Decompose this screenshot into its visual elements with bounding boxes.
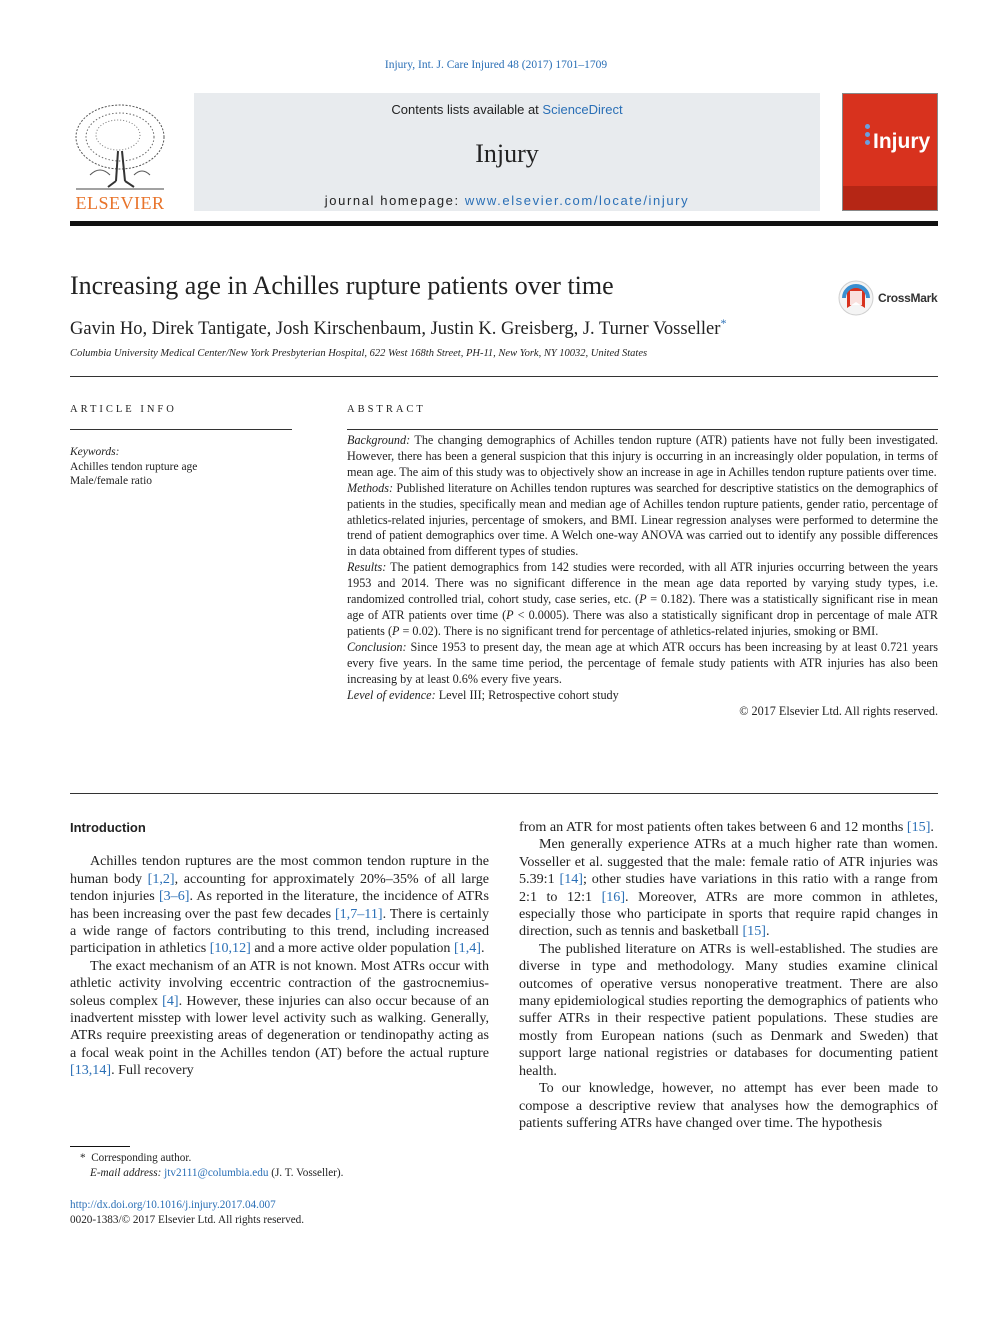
abstract-methods bbox=[347, 481, 938, 561]
body-column-right bbox=[519, 819, 938, 1132]
reference-link[interactable]: [16] bbox=[601, 888, 626, 905]
abstract-background bbox=[347, 433, 938, 481]
email-link[interactable]: jtv2111@columbia.edu bbox=[164, 1166, 269, 1179]
crossmark-button[interactable] bbox=[838, 280, 938, 318]
evidence-text: Level III; Retrospective cohort study bbox=[435, 687, 619, 702]
email-label: E-mail address: bbox=[90, 1166, 162, 1179]
article-title: Increasing age in Achilles rupture patients over time bbox=[70, 271, 614, 300]
title-rule bbox=[70, 376, 938, 377]
reference-link[interactable]: [13,14] bbox=[70, 1062, 112, 1079]
results-text: The patient demographics from 142 studies were recorded, with all ATR injuries occurring between the years 1953 and 2014. There was no significant difference in the mean age data reported by varying study types, i.e. randomized controlled trial, cohort study, case series, etc. ( bbox=[347, 560, 938, 607]
reference-link[interactable]: [1,2] bbox=[147, 870, 175, 887]
homepage-line bbox=[194, 193, 820, 208]
issn-line: 0020-1383/© 2017 Elsevier Ltd. All rights reserved. bbox=[70, 1213, 305, 1226]
homepage-prefix: journal homepage: bbox=[324, 193, 465, 208]
affiliation: Columbia University Medical Center/New York Presbyterian Hospital, 622 West 168th Street, PH-11, New York, NY 10032, United States bbox=[70, 348, 648, 359]
email-note bbox=[80, 1166, 343, 1181]
crossmark-icon bbox=[838, 280, 874, 316]
cover-title: Injury bbox=[873, 130, 931, 153]
crossmark-label: CrossMark bbox=[878, 291, 938, 305]
author-list bbox=[70, 316, 726, 340]
footnotes bbox=[80, 1151, 343, 1180]
abstract-heading: ABSTRACT bbox=[347, 404, 426, 415]
keyword-item: Achilles tendon rupture age bbox=[70, 460, 198, 473]
body-paragraph: The published literature on ATRs is well-established. The studies are diverse in type and methodology. Many studies examine clinical outcomes of operative versus nonoperative treatment. There are also many epidemiological studies reporting the demographics of patients who suffer ATRs in their respective patient populations. These studies are mostly from European nations (such as Denmark and Sweden) that support large national registries or databases for documenting patient health. bbox=[519, 940, 938, 1079]
reference-link[interactable]: [10,12] bbox=[209, 940, 251, 957]
abstract-bottom-rule bbox=[70, 793, 938, 794]
article-info-heading: ARTICLE INFO bbox=[70, 404, 177, 415]
reference-link[interactable]: [1,7–11] bbox=[334, 905, 383, 922]
methods-text: Published literature on Achilles tendon ruptures was searched for descriptive statistics on the demographics of patients in the studies, specifically mean and median age of Achilles tendon rupture patients, gender ratio, percentage of athletics-related injuries, percentage of smokers, and BMI. Linear regression analyses were performed to determine the trend of patient demographics over time. A Welch one-way ANOVA was carried out to identify any possible differences in data obtained from different types of studies. bbox=[347, 480, 938, 559]
reference-link[interactable]: [3–6] bbox=[158, 888, 190, 905]
conclusion-text: Since 1953 to present day, the mean age at which ATR occurs has been increasing by at least 0.721 years every five years. In the same time period, the percentage of female study patients with ATR injuries has also been increasing by at least 0.6% every five years. bbox=[347, 639, 938, 686]
p-symbol: P bbox=[506, 607, 514, 622]
keywords-label: Keywords: bbox=[70, 446, 120, 458]
doi-link[interactable]: http://dx.doi.org/10.1016/j.injury.2017.04.007 bbox=[70, 1199, 276, 1211]
body-paragraph: The exact mechanism of an ATR is not known. Most ATRs occur with athletic activity involving eccentric contraction of the gastrocnemius-soleus complex [4]. However, these injuries can also occur because of an inadvertent misstep with lower level activity such as walking. Generally, ATRs require preexisting areas of degeneration or tendinopathy acting as a focal weak point in the Achilles tendon (AT) before the actual rupture [13,14]. Full recovery bbox=[70, 957, 489, 1079]
abstract-results bbox=[347, 560, 938, 640]
keyword-item: Male/female ratio bbox=[70, 475, 153, 487]
reference-link[interactable]: [15] bbox=[742, 923, 766, 940]
footnote-star: * bbox=[80, 1152, 86, 1164]
abstract-copyright: © 2017 Elsevier Ltd. All rights reserved. bbox=[739, 704, 938, 719]
sciencedirect-link[interactable]: ScienceDirect bbox=[542, 102, 623, 117]
masthead-rule bbox=[70, 221, 938, 226]
article-info-rule bbox=[70, 429, 292, 430]
keywords-block bbox=[70, 445, 197, 489]
masthead bbox=[70, 93, 938, 225]
abstract-conclusion bbox=[347, 640, 938, 688]
journal-citation-link[interactable]: Injury, Int. J. Care Injured 48 (2017) 1701–1709 bbox=[384, 59, 608, 71]
contents-line bbox=[194, 102, 820, 117]
reference-link[interactable]: [14] bbox=[559, 871, 583, 888]
results-text: = 0.02). There is no significant trend for percentage of athletics-related injuries, smoking or BMI. bbox=[399, 623, 879, 638]
abstract-rule bbox=[347, 429, 938, 430]
cover-band bbox=[843, 186, 937, 211]
body-column-left bbox=[70, 819, 489, 1080]
body-paragraph-continued: from an ATR for most patients often takes between 6 and 12 months [15]. bbox=[519, 819, 934, 835]
p-symbol: P bbox=[392, 623, 400, 638]
elsevier-wordmark: ELSEVIER bbox=[75, 193, 165, 213]
reference-link[interactable]: [4] bbox=[162, 992, 179, 1009]
background-label: Background: bbox=[347, 433, 411, 447]
contents-prefix: Contents lists available at bbox=[391, 102, 543, 117]
reference-link[interactable]: [1,4] bbox=[453, 940, 481, 957]
background-text: The changing demographics of Achilles tendon rupture (ATR) patients have not fully been investigated. However, there has been a general suspicion that this injury is occurring in an increasingly older population, in terms of mean age. The aim of this study was to objectively show an increase in age in Achilles tendon rupture patients over time. bbox=[347, 433, 938, 479]
body-paragraph: To our knowledge, however, no attempt has ever been made to compose a descriptive review that analyses how the demographics of patients suffering ATRs have changed over time. The hypothesis bbox=[519, 1080, 938, 1131]
body-paragraph: Men generally experience ATRs at a much higher rate than women. Vosseller et al. suggested that the male: female ratio of ATR injuries was 5.39:1 [14]; other studies have variations in this ratio with a range from 2:1 to 12:1 [16]. Moreover, ATRs are more common in athletes, especially those who participate in sports that require rapid changes in direction, such as tennis and basketball [15]. bbox=[519, 836, 939, 940]
abstract-body bbox=[347, 433, 938, 720]
body-paragraph: Achilles tendon ruptures are the most common tendon rupture in the human body [1,2], accounting for approximately 20%–35% of all large tendon injuries [3–6]. As reported in the literature, the incidence of ATRs has been increasing over the past few decades [1,7–11]. There is certainly a wide range of factors contributing to this trend, including increased participation in athletics [10,12] and a more active older population [1,4]. bbox=[70, 853, 490, 957]
corresponding-author-mark[interactable]: * bbox=[720, 316, 727, 330]
footnote-rule bbox=[70, 1146, 130, 1147]
corresponding-label: Corresponding author. bbox=[91, 1152, 192, 1164]
journal-homepage-link[interactable]: www.elsevier.com/locate/injury bbox=[464, 193, 690, 208]
journal-cover-image[interactable] bbox=[842, 93, 938, 211]
journal-banner bbox=[194, 93, 820, 211]
evidence-label: Level of evidence: bbox=[347, 687, 436, 702]
journal-name: Injury bbox=[475, 139, 539, 168]
p-symbol: P bbox=[639, 592, 647, 607]
email-owner: (J. T. Vosseller). bbox=[268, 1166, 344, 1179]
results-text: = 0.182). There was a statistically significant rise in mean age of ATR patients over time ( bbox=[347, 592, 938, 622]
conclusion-label: Conclusion: bbox=[347, 639, 407, 654]
results-label: Results: bbox=[347, 560, 387, 575]
corresponding-author-note bbox=[80, 1151, 343, 1166]
author-names: Gavin Ho, Direk Tantigate, Josh Kirschenbaum, Justin K. Greisberg, J. Turner Vosseller bbox=[70, 319, 721, 340]
results-text: < 0.0005). There was also a statistically significant drop in percentage of male ATR patients ( bbox=[347, 607, 938, 638]
abstract-evidence bbox=[347, 688, 938, 704]
methods-label: Methods: bbox=[347, 480, 394, 495]
reference-link[interactable]: [15] bbox=[906, 819, 931, 835]
bottom-meta bbox=[70, 1198, 304, 1227]
introduction-heading: Introduction bbox=[70, 820, 146, 835]
